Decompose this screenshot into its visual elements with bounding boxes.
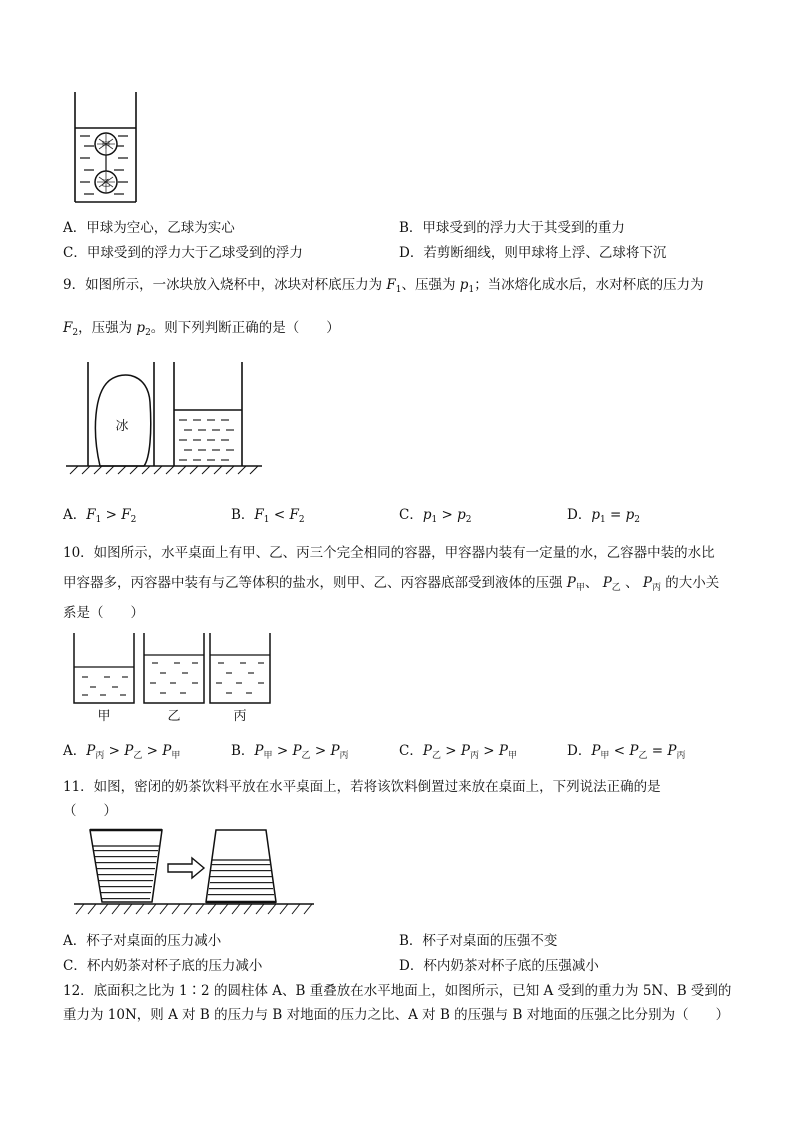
q8-beaker-figure: [70, 92, 142, 204]
q10-stem-line1: 10．如图所示，水平桌面上有甲、乙、丙三个完全相同的容器，甲容器内装有一定量的水，乙容器中装的水比: [63, 545, 715, 561]
q10-option-a[interactable]: A．$P_丙 > P_乙 > P_甲$: [63, 743, 181, 761]
container-yi-label: 乙: [167, 709, 181, 724]
q9-stem-line1: 9．如图所示，一冰块放入烧杯中，冰块对杯底压力为 $F_1$、压强为 $p_1$；当冰熔化成水后，水对杯底的压力为: [63, 277, 704, 295]
q10-containers-figure: [70, 633, 280, 725]
q11-option-d[interactable]: D．杯内奶茶对杯子底的压强减小: [399, 958, 599, 974]
q8-option-c[interactable]: C．甲球受到的浮力大于乙球受到的浮力: [63, 245, 303, 261]
q10-option-b[interactable]: B．$P_甲 > P_乙 > P_丙$: [231, 743, 349, 761]
q12-stem-line1: 12．底面积之比为 1∶2 的圆柱体 A、B 重叠放在水平地面上，如图所示，已知 A 受到的重力为 5N、B 受到的: [63, 983, 732, 999]
q11-milk-tea-figure: [70, 826, 320, 918]
q8-option-b[interactable]: B．甲球受到的浮力大于其受到的重力: [399, 220, 625, 236]
q9-option-d[interactable]: D．$p_1 = p_2$: [567, 507, 641, 525]
q11-stem-line2: （ ）: [63, 803, 117, 819]
q9-option-b[interactable]: B．$F_1 < F_2$: [231, 507, 305, 525]
q10-stem-line2: 甲容器多，丙容器中装有与乙等体积的盐水，则甲、乙、丙容器底部受到液体的压强 $P_甲$、 $P_乙$ 、 $P_丙$ 的大小关: [63, 575, 720, 593]
container-bing-label: 丙: [233, 709, 247, 724]
q8-option-d[interactable]: D．若剪断细线，则甲球将上浮、乙球将下沉: [399, 245, 667, 261]
ball-yi-label: 乙: [101, 179, 111, 189]
q9-stem-line2: $F_2$，压强为 $p_2$。则下列判断正确的是（ ）: [63, 320, 340, 338]
q8-option-a[interactable]: A．甲球为空心，乙球为实心: [63, 220, 235, 236]
q11-option-a[interactable]: A．杯子对桌面的压力减小: [63, 933, 222, 949]
q10-option-c[interactable]: C．$P_乙 > P_丙 > P_甲$: [399, 743, 517, 761]
container-jia-label: 甲: [97, 709, 111, 724]
q12-stem-line2: 重力为 10N，则 A 对 B 的压力与 B 对地面的压力之比、A 对 B 的压强与 B 对地面的压强之比分别为（ ）: [63, 1007, 730, 1023]
q9-option-c[interactable]: C．$p_1 > p_2$: [399, 507, 472, 525]
q9-option-a[interactable]: A．$F_1 > F_2$: [63, 507, 137, 525]
q10-option-d[interactable]: D．$P_甲 < P_乙 = P_丙$: [567, 743, 686, 761]
q10-stem-line3: 系是（ ）: [63, 605, 144, 621]
ball-jia-label: 甲: [101, 141, 111, 151]
q11-option-c[interactable]: C．杯内奶茶对杯子底的压力减小: [63, 958, 263, 974]
q9-ice-beaker-figure: [66, 362, 266, 478]
q11-option-b[interactable]: B．杯子对桌面的压强不变: [399, 933, 558, 949]
ice-label: 冰: [115, 419, 129, 434]
q11-stem-line1: 11．如图，密闭的奶茶饮料平放在水平桌面上，若将该饮料倒置过来放在桌面上，下列说法正确的是: [63, 779, 661, 795]
